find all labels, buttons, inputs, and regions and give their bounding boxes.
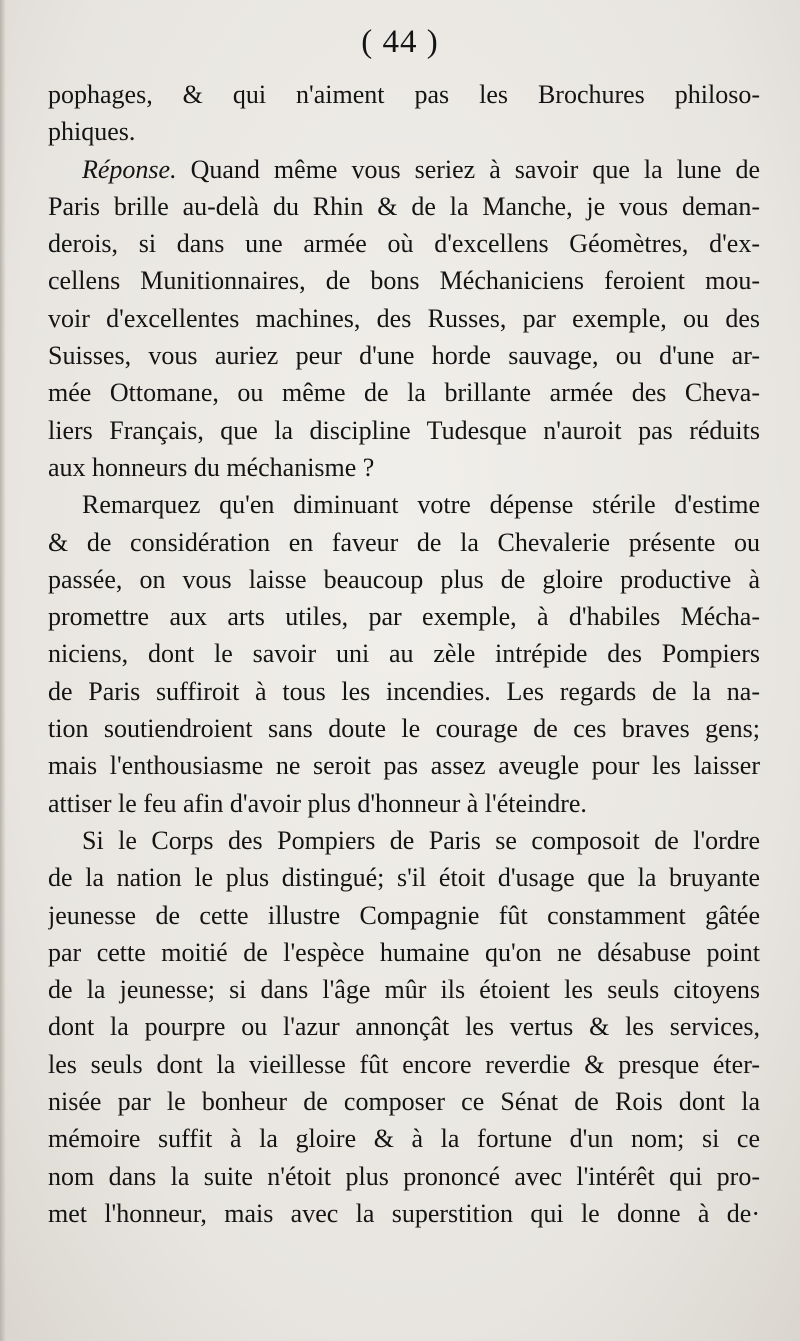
text-line — [48, 300, 760, 337]
text-line — [48, 673, 760, 710]
text-line — [48, 337, 760, 374]
line-text: cellens Munitionnaires, de bons Méchaniciens feroient mou- — [48, 266, 760, 296]
line-text: passée, on vous laisse beaucoup plus de gloire productive à — [48, 564, 760, 594]
text-line — [48, 151, 760, 188]
page-number: ( 44 ) — [361, 24, 439, 60]
line-text: dont la pourpre ou l'azur annonçât les vertus & les services, — [48, 1012, 760, 1042]
text-line — [48, 822, 760, 859]
line-text: nom dans la suite n'étoit plus prononcé avec l'intérêt qui pro- — [48, 1161, 760, 1191]
line-text: voir d'excellentes machines, des Russes, par exemple, ou des — [48, 303, 760, 333]
text-line — [48, 710, 760, 747]
line-text: jeunesse de cette illustre Compagnie fût constamment gâtée — [48, 900, 760, 930]
line-text: de la jeunesse; si dans l'âge mûr ils étoient les seuls citoyens — [48, 975, 760, 1005]
text-line — [48, 188, 760, 225]
text-line — [48, 785, 760, 822]
line-text: pophages, & qui n'aiment pas les Brochures philoso- — [48, 80, 760, 109]
line-text: nisée par le bonheur de composer ce Sénat de Rois dont la — [48, 1087, 760, 1117]
text-line — [48, 1195, 760, 1232]
line-text: aux honneurs du méchanisme ? — [48, 452, 375, 482]
line-text: par cette moitié de l'espèce humaine qu'on ne désabuse point — [48, 937, 760, 967]
line-text: Quand même vous seriez à savoir que la lune de — [176, 154, 760, 184]
line-text: Si le Corps des Pompiers de Paris se composoit de l'ordre — [82, 825, 760, 855]
line-text: attiser le feu afin d'avoir plus d'honneur à l'éteindre. — [48, 788, 587, 818]
line-text: promettre aux arts utiles, par exemple, à d'habiles Mécha- — [48, 602, 760, 632]
text-line — [48, 934, 760, 971]
line-text: liers Français, que la discipline Tudesque n'auroit pas réduits — [48, 415, 760, 445]
line-text: de Paris suffiroit à tous les incendies. Les regards de la na- — [48, 676, 760, 706]
text-line — [48, 1120, 760, 1157]
text-line — [48, 897, 760, 934]
line-text: de la nation le plus distingué; s'il étoit d'usage que la bruyante — [48, 863, 760, 893]
text-line — [48, 412, 760, 449]
line-text: Suisses, vous auriez peur d'une horde sauvage, ou d'une ar- — [48, 341, 760, 371]
text-line — [48, 747, 760, 784]
line-text: Paris brille au-delà du Rhin & de la Manche, je vous deman- — [48, 191, 760, 221]
line-text: derois, si dans une armée où d'excellens Géomètres, d'ex- — [48, 229, 760, 259]
line-text: mais l'enthousiasme ne seroit pas assez aveugle pour les laisser — [48, 751, 760, 781]
text-line — [48, 449, 760, 486]
text-line — [48, 262, 760, 299]
response-label: Réponse. — [82, 154, 177, 184]
line-text: tion soutiendroient sans doute le courage de ces braves gens; — [48, 714, 760, 744]
line-text: Remarquez qu'en diminuant votre dépense stérile d'estime — [82, 490, 760, 520]
text-line — [48, 1158, 760, 1195]
text-line — [48, 971, 760, 1008]
text-line — [48, 225, 760, 262]
text-line — [48, 486, 760, 523]
text-line — [48, 1046, 760, 1083]
line-text: phiques. — [48, 117, 136, 147]
line-text: mémoire suffit à la gloire & à la fortune d'un nom; si ce — [48, 1124, 760, 1154]
page-edge-shadow — [0, 0, 6, 1341]
text-line — [48, 76, 760, 113]
line-text: mée Ottomane, ou même de la brillante armée des Cheva- — [48, 378, 760, 408]
text-line — [48, 561, 760, 598]
line-text: les seuls dont la vieillesse fût encore reverdie & presque éter- — [48, 1049, 760, 1079]
text-line — [48, 598, 760, 635]
text-line — [48, 113, 760, 150]
text-line — [48, 374, 760, 411]
line-text: niciens, dont le savoir uni au zèle intrépide des Pompiers — [48, 639, 760, 669]
line-text: met l'honneur, mais avec la superstition qui le donne à de· — [48, 1198, 760, 1228]
text-line — [48, 859, 760, 896]
text-line — [48, 1083, 760, 1120]
text-line — [48, 1008, 760, 1045]
text-line — [48, 635, 760, 672]
text-line — [48, 524, 760, 561]
line-text: & de considération en faveur de la Chevalerie présente ou — [48, 527, 760, 557]
body-text — [48, 76, 760, 1232]
